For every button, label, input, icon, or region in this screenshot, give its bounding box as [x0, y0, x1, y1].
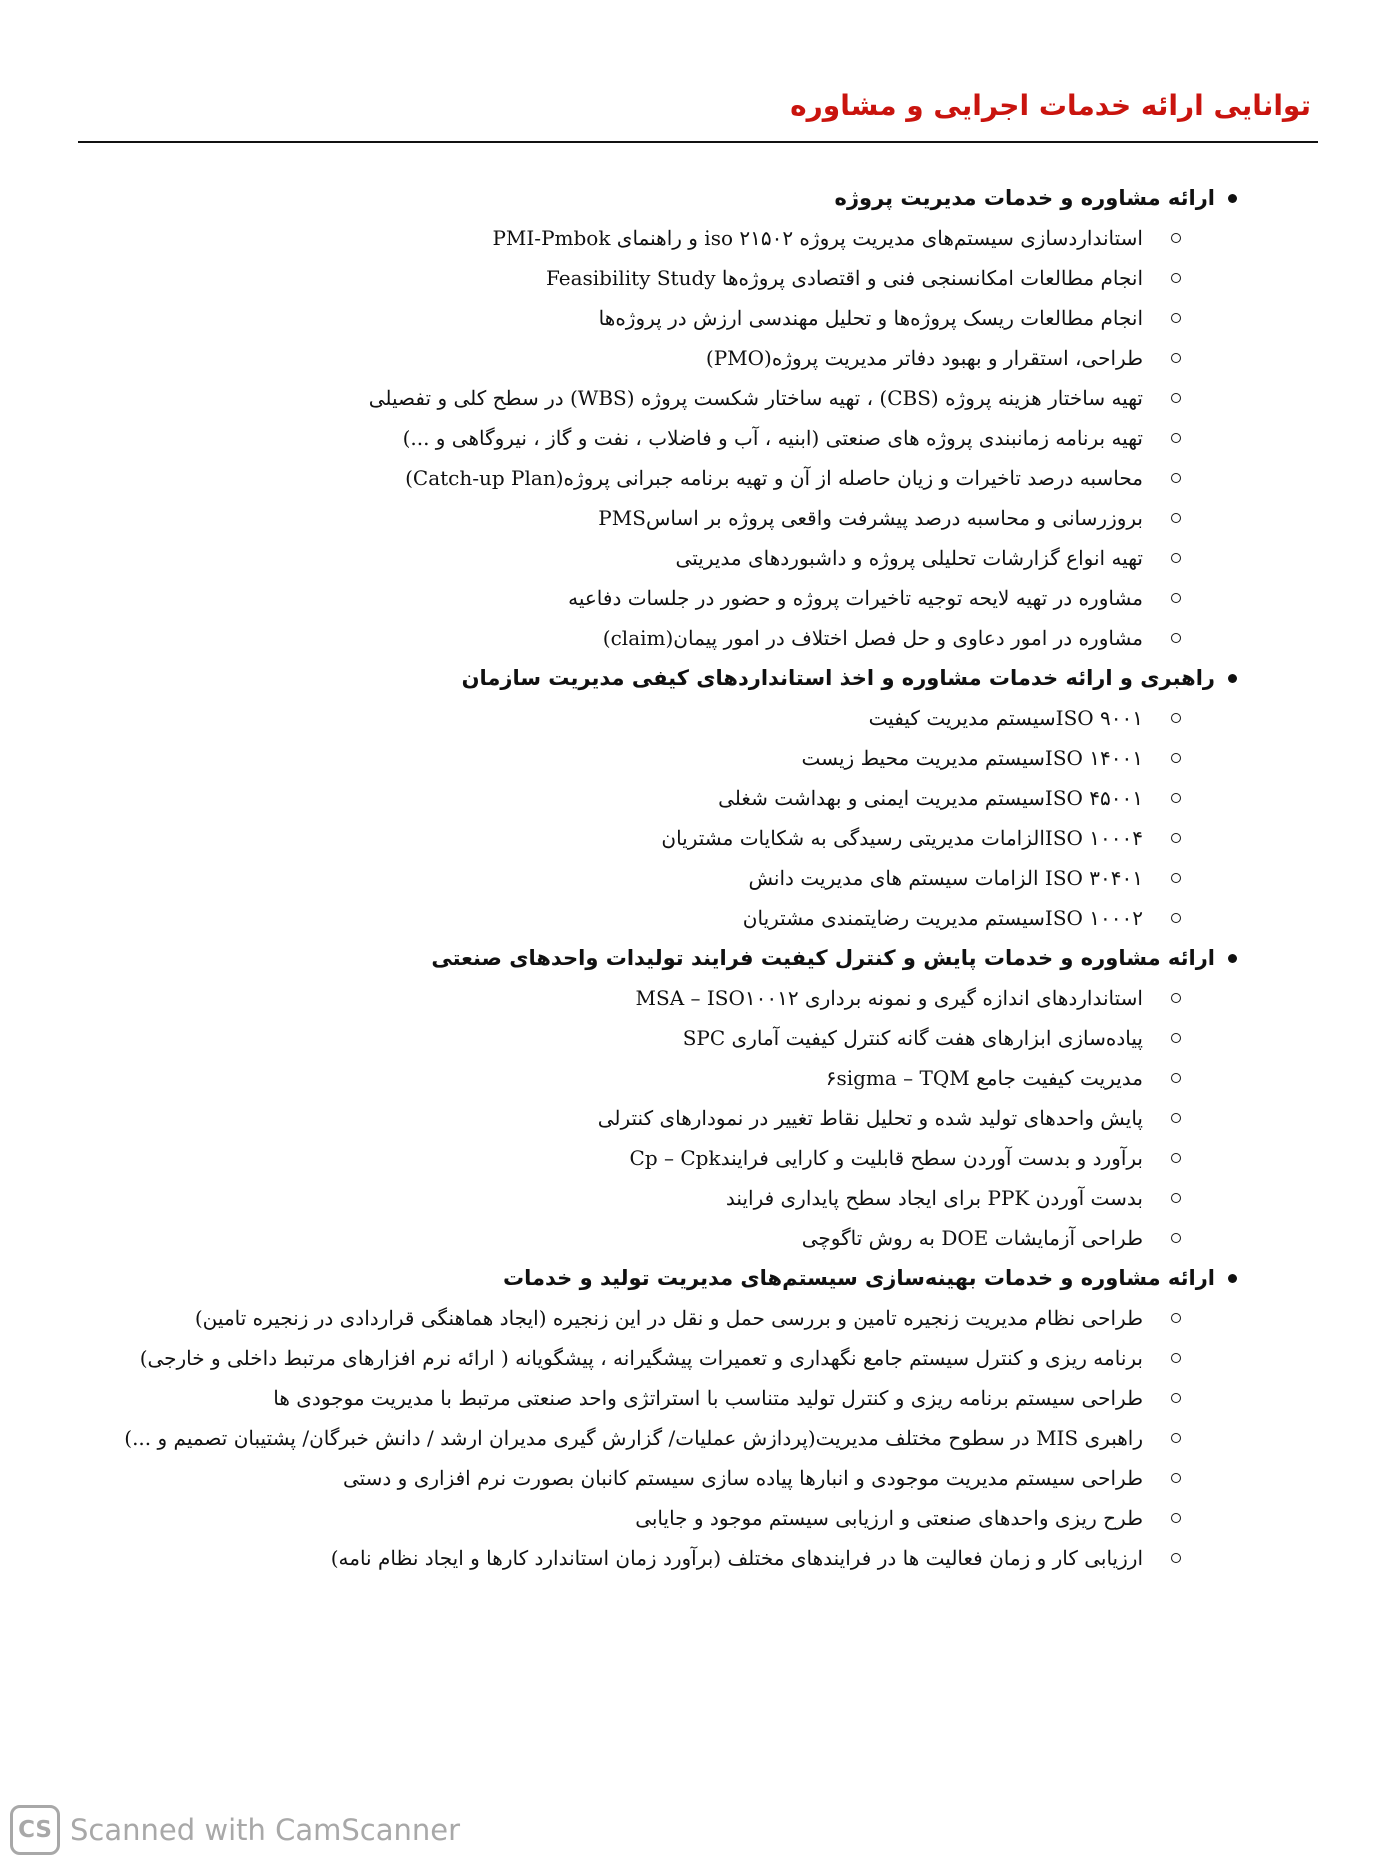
list-item	[91, 898, 1311, 938]
list-item	[91, 418, 1311, 458]
services-list	[91, 178, 1311, 1578]
list-item-text: استانداردسازی سیستم‌های مدیریت پروژه iso ۲۱۵۰۲ و راهنمای PMI-Pmbok	[492, 226, 1143, 250]
list-item	[91, 1178, 1311, 1218]
section-title-text: راهبری و ارائه خدمات مشاوره و اخذ استانداردهای کیفی مدیریت سازمان	[461, 666, 1215, 690]
circle-bullet-icon	[1171, 753, 1181, 763]
list-item-text: ISO ۴۵۰۰۱سیستم مدیریت ایمنی و بهداشت شغلی	[718, 786, 1143, 810]
circle-bullet-icon	[1171, 913, 1181, 923]
section-title	[91, 1258, 1311, 1298]
list-item-text: تهیه ساختار هزینه پروژه (CBS) ، تهیه ساختار شکست پروژه (WBS) در سطح کلی و تفصیلی	[368, 386, 1143, 410]
list-item	[91, 1418, 1311, 1458]
circle-bullet-icon	[1171, 1233, 1181, 1243]
circle-bullet-icon	[1171, 793, 1181, 803]
list-item	[91, 818, 1311, 858]
list-item-text: محاسبه درصد تاخیرات و زیان حاصله از آن و تهیه برنامه جبرانی پروژه(Catch-up Plan)	[405, 466, 1143, 490]
list-item-text: ISO ۹۰۰۱سیستم مدیریت کیفیت	[868, 706, 1143, 730]
circle-bullet-icon	[1171, 1153, 1181, 1163]
list-item	[91, 1378, 1311, 1418]
circle-bullet-icon	[1171, 393, 1181, 403]
list-item-text: ISO ۱۴۰۰۱سیستم مدیریت محیط زیست	[801, 746, 1143, 770]
list-item	[91, 778, 1311, 818]
list-item	[91, 858, 1311, 898]
circle-bullet-icon	[1171, 1553, 1181, 1563]
circle-bullet-icon	[1171, 1393, 1181, 1403]
circle-bullet-icon	[1171, 1473, 1181, 1483]
list-item-text: بدست آوردن PPK برای ایجاد سطح پایداری فرایند	[725, 1186, 1143, 1210]
list-item-text: طراحی سیستم مدیریت موجودی و انبارها پیاده سازی سیستم کانبان بصورت نرم افزاری و دستی	[342, 1466, 1143, 1490]
circle-bullet-icon	[1171, 593, 1181, 603]
list-item-text: تهیه انواع گزارشات تحلیلی پروژه و داشبوردهای مدیریتی	[675, 546, 1143, 570]
list-item	[91, 258, 1311, 298]
list-item-text: پیاده‌سازی ابزارهای هفت گانه کنترل کیفیت آماری SPC	[682, 1026, 1143, 1050]
list-item	[91, 1338, 1311, 1378]
list-item	[91, 338, 1311, 378]
circle-bullet-icon	[1171, 513, 1181, 523]
list-item	[91, 1498, 1311, 1538]
circle-bullet-icon	[1171, 833, 1181, 843]
circle-bullet-icon	[1171, 473, 1181, 483]
list-item	[91, 1538, 1311, 1578]
list-item-text: برآورد و بدست آوردن سطح قابلیت و کارایی فرایندCp – Cpk	[629, 1146, 1143, 1170]
circle-bullet-icon	[1171, 1113, 1181, 1123]
list-item-text: ISO ۱۰۰۰۴الزامات مدیریتی رسیدگی به شکایات مشتریان	[661, 826, 1143, 850]
camscanner-logo-icon: CS	[10, 1805, 60, 1855]
list-item	[91, 1058, 1311, 1098]
list-item-text: مدیریت کیفیت جامع ۶sigma – TQM	[825, 1066, 1143, 1090]
section-title	[91, 178, 1311, 218]
circle-bullet-icon	[1171, 313, 1181, 323]
camscanner-watermark	[10, 1802, 460, 1858]
list-item-text: بروزرسانی و محاسبه درصد پیشرفت واقعی پروژه بر اساسPMS	[598, 506, 1143, 530]
bullet-icon	[1228, 1274, 1237, 1283]
section-production-optimization	[91, 1258, 1311, 1578]
circle-bullet-icon	[1171, 1033, 1181, 1043]
list-item	[91, 618, 1311, 658]
page-title: توانایی ارائه خدمات اجرایی و مشاوره	[790, 89, 1311, 122]
section-title	[91, 938, 1311, 978]
circle-bullet-icon	[1171, 713, 1181, 723]
list-item-text: ISO ۳۰۴۰۱ الزامات سیستم های مدیریت دانش	[748, 866, 1143, 890]
list-item-text: طراحی نظام مدیریت زنجیره تامین و بررسی حمل و نقل در این زنجیره (ایجاد هماهنگی قراردادی در زنجیره تامین)	[194, 1306, 1143, 1330]
section-title-text: ارائه مشاوره و خدمات بهینه‌سازی سیستم‌های مدیریت تولید و خدمات	[503, 1266, 1215, 1290]
circle-bullet-icon	[1171, 873, 1181, 883]
circle-bullet-icon	[1171, 1193, 1181, 1203]
circle-bullet-icon	[1171, 433, 1181, 443]
title-divider	[78, 141, 1318, 143]
circle-bullet-icon	[1171, 1313, 1181, 1323]
list-item-text: راهبری MIS در سطوح مختلف مدیریت(پردازش عملیات/ گزارش گیری مدیران ارشد / دانش خبرگان/ پشتیبان تصمیم و ...)	[124, 1426, 1143, 1450]
bullet-icon	[1228, 194, 1237, 203]
circle-bullet-icon	[1171, 1433, 1181, 1443]
list-item	[91, 1098, 1311, 1138]
list-item-text: تهیه برنامه زمانبندی پروژه های صنعتی (ابنیه ، آب و فاضلاب ، نفت و گاز ، نیروگاهی و ...)	[402, 426, 1143, 450]
list-item-text: مشاوره در امور دعاوی و حل فصل اختلاف در امور پیمان(claim)	[602, 626, 1143, 650]
bullet-icon	[1228, 954, 1237, 963]
list-item	[91, 1298, 1311, 1338]
section-title-text: ارائه مشاوره و خدمات پایش و کنترل کیفیت فرایند تولیدات واحدهای صنعتی	[431, 946, 1215, 970]
list-item-text: طراحی آزمایشات DOE به روش تاگوچی	[801, 1226, 1143, 1250]
list-item	[91, 498, 1311, 538]
list-item	[91, 738, 1311, 778]
list-item	[91, 978, 1311, 1018]
list-item-text: انجام مطالعات ریسک پروژه‌ها و تحلیل مهندسی ارزش در پروژه‌ها	[598, 306, 1143, 330]
list-item-text: پایش واحدهای تولید شده و تحلیل نقاط تغییر در نمودارهای کنترلی	[597, 1106, 1143, 1130]
circle-bullet-icon	[1171, 1073, 1181, 1083]
circle-bullet-icon	[1171, 233, 1181, 243]
list-item	[91, 378, 1311, 418]
section-quality-standards	[91, 658, 1311, 938]
list-item	[91, 1458, 1311, 1498]
list-item	[91, 538, 1311, 578]
list-item-text: طرح ریزی واحدهای صنعتی و ارزیابی سیستم موجود و جایابی	[635, 1506, 1143, 1530]
circle-bullet-icon	[1171, 993, 1181, 1003]
list-item-text: استانداردهای اندازه گیری و نمونه برداری MSA – ISO۱۰۰۱۲	[635, 986, 1143, 1010]
watermark-text: Scanned with CamScanner	[70, 1813, 461, 1847]
list-item-text: ISO ۱۰۰۰۲سیستم مدیریت رضایتمندی مشتریان	[742, 906, 1143, 930]
list-item	[91, 298, 1311, 338]
circle-bullet-icon	[1171, 273, 1181, 283]
circle-bullet-icon	[1171, 1353, 1181, 1363]
list-item	[91, 218, 1311, 258]
section-project-management	[91, 178, 1311, 658]
list-item-text: برنامه ریزی و کنترل سیستم جامع نگهداری و تعمیرات پیشگیرانه ، پیشگویانه ( ارائه نرم افزارهای مرتبط داخلی و خارجی)	[139, 1346, 1143, 1370]
circle-bullet-icon	[1171, 353, 1181, 363]
list-item-text: ارزیابی کار و زمان فعالیت ها در فرایندهای مختلف (برآورد زمان استاندارد کارها و ایجاد نظام نامه)	[330, 1546, 1143, 1570]
list-item	[91, 1218, 1311, 1258]
list-item	[91, 698, 1311, 738]
list-item	[91, 1138, 1311, 1178]
section-title	[91, 658, 1311, 698]
bullet-icon	[1228, 674, 1237, 683]
list-item-text: انجام مطالعات امکانسنجی فنی و اقتصادی پروژه‌ها Feasibility Study	[545, 266, 1143, 290]
section-quality-control	[91, 938, 1311, 1258]
list-item-text: طراحی، استقرار و بهبود دفاتر مدیریت پروژه(PMO)	[705, 346, 1143, 370]
list-item	[91, 458, 1311, 498]
list-item-text: مشاوره در تهیه لایحه توجیه تاخیرات پروژه و حضور در جلسات دفاعیه	[568, 586, 1143, 610]
section-title-text: ارائه مشاوره و خدمات مدیریت پروژه	[834, 186, 1215, 210]
circle-bullet-icon	[1171, 553, 1181, 563]
list-item	[91, 1018, 1311, 1058]
circle-bullet-icon	[1171, 1513, 1181, 1523]
circle-bullet-icon	[1171, 633, 1181, 643]
list-item	[91, 578, 1311, 618]
list-item-text: طراحی سیستم برنامه ریزی و کنترل تولید متناسب با استراتژی واحد صنعتی مرتبط با مدیریت موجودی ها	[273, 1386, 1143, 1410]
